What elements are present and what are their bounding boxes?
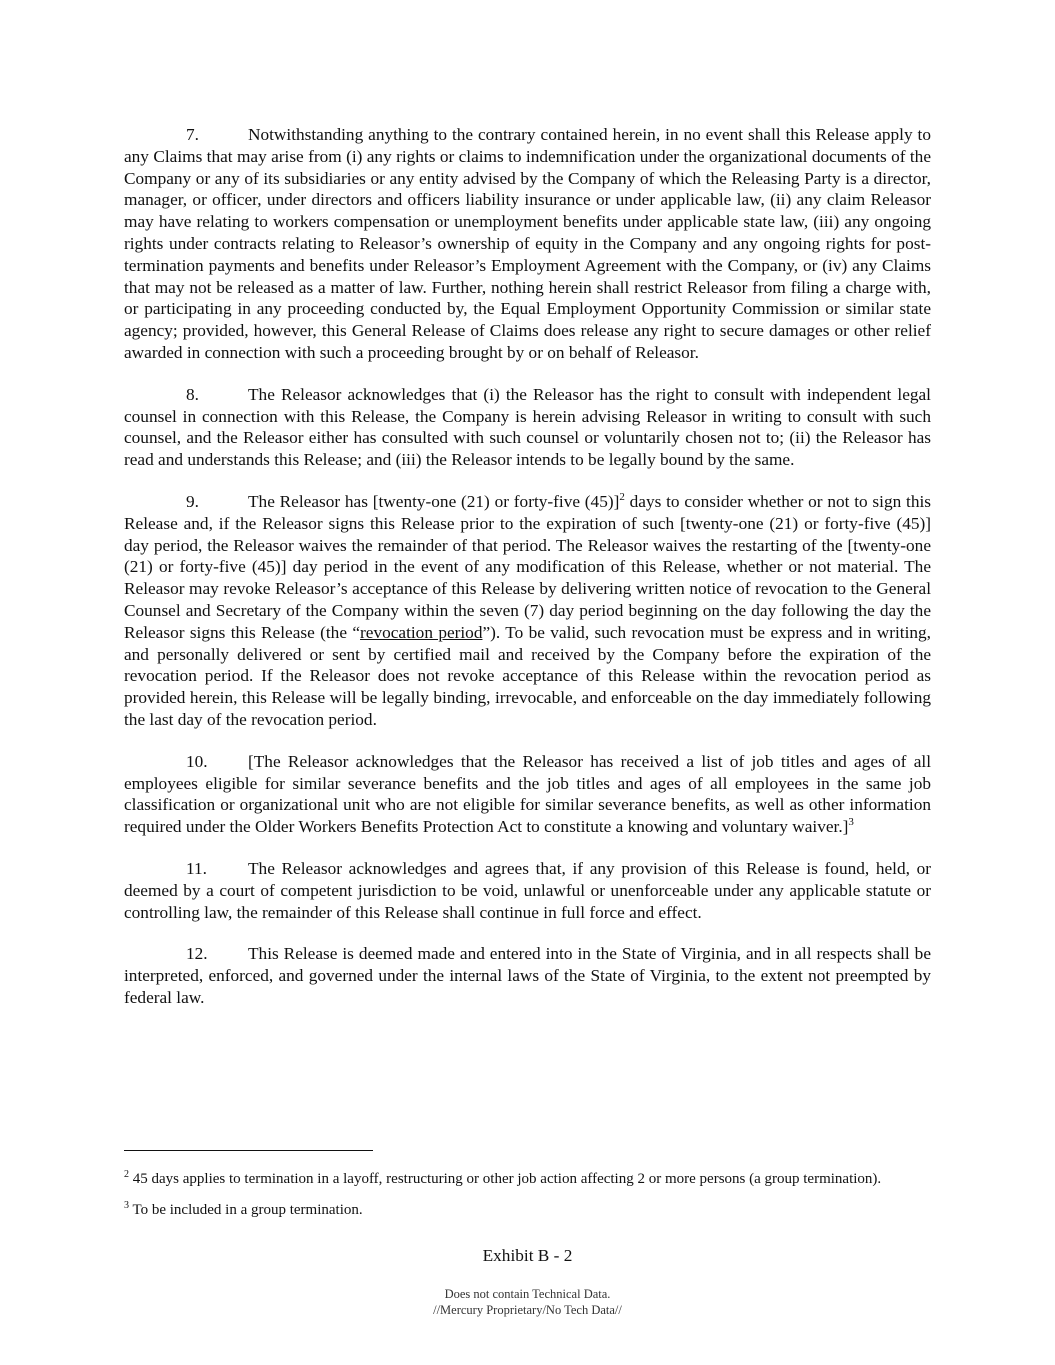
paragraph-number: 10. xyxy=(186,751,208,771)
paragraph-number: 8. xyxy=(186,384,199,404)
footnote-separator xyxy=(124,1150,373,1151)
defined-term: revocation period xyxy=(360,622,483,642)
paragraph-11 xyxy=(124,858,931,923)
paragraph-text: The Releasor has [twenty-one (21) or forty-five (45)] xyxy=(248,491,620,511)
paragraph-text: The Releasor acknowledges and agrees that, if any provision of this Release is found, held, or deemed by a court of competent jurisdiction to be void, unlawful or unenforceable under any applicable statute or controlling law, the remainder of this Release shall continue in full force and effect. xyxy=(124,858,931,922)
paragraph-text: This Release is deemed made and entered into in the State of Virginia, and in all respects shall be interpreted, enforced, and governed under the internal laws of the State of Virginia, to the extent not preempted by federal law. xyxy=(124,944,931,1007)
release-body xyxy=(124,124,931,1029)
proprietary-legend xyxy=(0,1286,1055,1318)
footnote-text: 45 days applies to termination in a layoff, restructuring or other job action affecting 2 or more persons (a group termination). xyxy=(132,1171,882,1187)
paragraph-text: days to consider whether or not to sign this Release and, if the Releasor signs this Release prior to the expiration of such [twenty-one (21) or forty-five (45)] day period, the Releasor waives the remainder of that period. The Releasor waives the restarting of the [twenty-one (21) or forty-five (45)] day period in the event of any modification of this Release, whether or not material. The Releasor may revoke Releasor’s acceptance of this Release by delivering written notice of revocation to the General Counsel and Secretary of the Company within the seven (7) day period beginning on the day following the day the Releasor signs this Release (the “ xyxy=(124,491,932,642)
footnote-marker: 3 xyxy=(124,1199,129,1211)
paragraph-number: 9. xyxy=(186,491,199,511)
paragraph-text: [The Releasor acknowledges that the Releasor has received a list of job titles and ages of all employees eligible for similar severance benefits and the job titles and ages of all employees in the same job classification or organizational unit who are not eligible for similar severance benefits, as well as other information required under the Older Workers Benefits Protection Act to constitute a knowing and voluntary waiver.] xyxy=(124,751,931,837)
paragraph-number: 12. xyxy=(186,944,208,964)
footnote-2 xyxy=(124,1170,914,1190)
exhibit-page-label: Exhibit B - 2 xyxy=(482,1246,573,1265)
paragraph-number: 7. xyxy=(186,125,199,144)
legend-line: //Mercury Proprietary/No Tech Data// xyxy=(433,1303,622,1317)
footnote-reference: 3 xyxy=(848,816,854,829)
paragraph-text: ”). To be valid, such revocation must be express and in writing, and personally delivered or sent by certified mail and received by the Company before the expiration of the revocation period. If the Releasor does not revoke acceptance of this Release within the revocation period as provided herein, this Release will be legally binding, irrevocable, and enforceable on the day immediately following the last day of the revocation period. xyxy=(124,622,931,729)
footnote-marker: 2 xyxy=(124,1169,129,1180)
footnote-3 xyxy=(124,1201,914,1221)
paragraph-9 xyxy=(124,491,931,731)
paragraph-7 xyxy=(124,124,931,364)
footnote-text: To be included in a group termination. xyxy=(132,1201,363,1218)
paragraph-text: The Releasor acknowledges that (i) the Releasor has the right to consult with independent legal counsel in connection with this Release, the Company is herein advising Releasor in writing to consult with such counsel, and the Releasor either has consulted with such counsel or voluntarily chosen not to; (ii) the Releasor has read and understands this Release; and (iii) the Releasor intends to be legally bound by the same. xyxy=(124,384,931,470)
footnotes xyxy=(124,1170,914,1231)
footnote-reference: 2 xyxy=(619,491,625,504)
paragraph-12 xyxy=(124,943,931,1008)
paragraph-text: Notwithstanding anything to the contrary contained herein, in no event shall this Release apply to any Claims that may arise from (i) any rights or claims to indemnification under the organizational documents of the Company or any of its subsidiaries or any entity advised by the Company of which the Releasing Party is a director, manager, or officer, under directors and officers liability insurance or under applicable law, (ii) any claim Releasor may have relating to workers compensation or unemployment benefits under applicable state law, (iii) any ongoing rights under contracts relating to Releasor’s ownership of equity in the Company and any ongoing rights for post-termination payments and benefits under Releasor’s Employment Agreement with the Company, or (iv) any Claims that may not be released as a matter of law. Further, nothing herein shall restrict Releasor from filing a charge with, or participating in any proceeding conducted by, the Equal Employment Opportunity Commission or similar state agency; provided, however, this General Release of Claims does release any right to secure damages or other relief awarded in connection with such a proceeding brought by or on behalf of Releasor. xyxy=(124,125,931,362)
paragraph-number: 11. xyxy=(186,858,207,878)
paragraph-10 xyxy=(124,751,931,838)
legend-line: Does not contain Technical Data. xyxy=(444,1287,611,1301)
paragraph-8 xyxy=(124,384,931,471)
